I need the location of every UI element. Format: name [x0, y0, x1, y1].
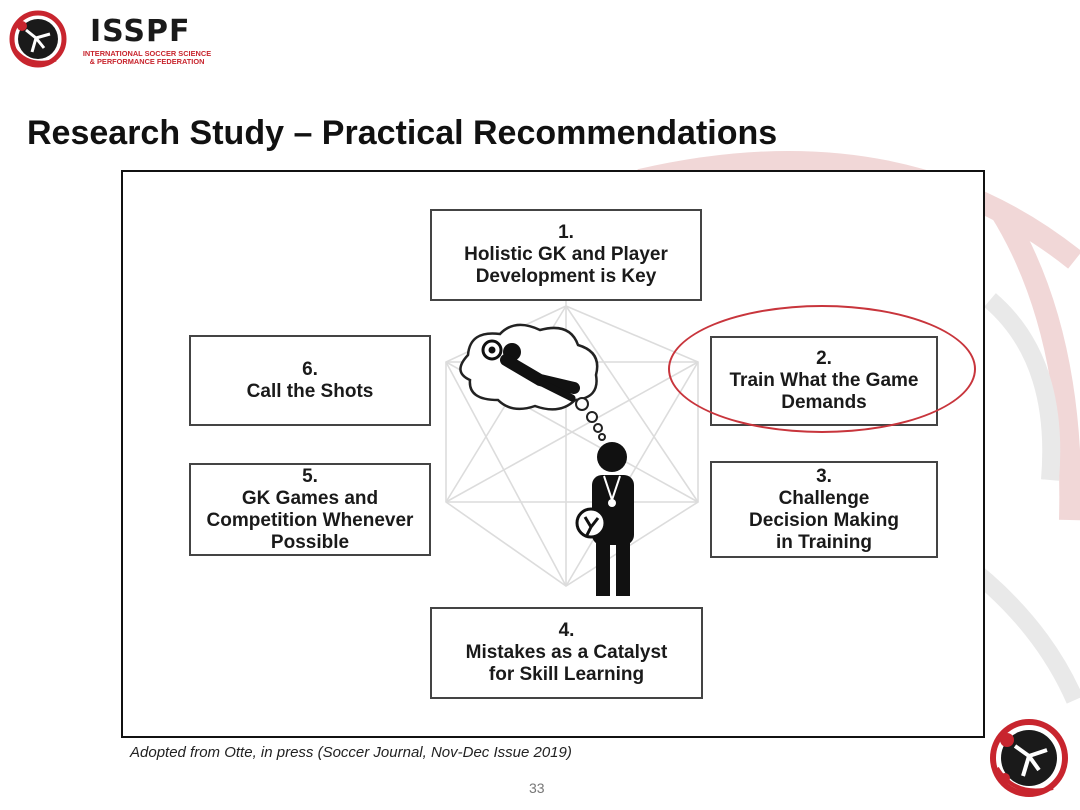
logo-wordmark: ISSPF — [90, 14, 191, 49]
slide-title: Research Study – Practical Recommendations — [27, 114, 778, 152]
logo-tagline: INTERNATIONAL SOCCER SCIENCE & PERFORMANCE FEDERATION — [82, 49, 212, 66]
page-number: 33 — [529, 780, 545, 796]
recommendation-box-4: 4. Mistakes as a Catalyst for Skill Learning — [430, 607, 703, 699]
recommendation-box-5: 5. GK Games and Competition Whenever Possible — [189, 463, 431, 556]
citation: Adopted from Otte, in press (Soccer Journal, Nov-Dec Issue 2019) — [130, 744, 572, 761]
recommendation-box-1: 1. Holistic GK and Player Development is Key — [430, 209, 702, 301]
recommendation-box-3: 3. Challenge Decision Making in Training — [710, 461, 938, 558]
isspf-badge-icon — [987, 714, 1073, 800]
highlight-circle — [668, 305, 976, 433]
goalkeeper-diving-icon — [460, 325, 605, 440]
recommendation-box-2: 2. Train What the Game Demands — [710, 336, 938, 426]
recommendation-box-6: 6. Call the Shots — [189, 335, 431, 426]
